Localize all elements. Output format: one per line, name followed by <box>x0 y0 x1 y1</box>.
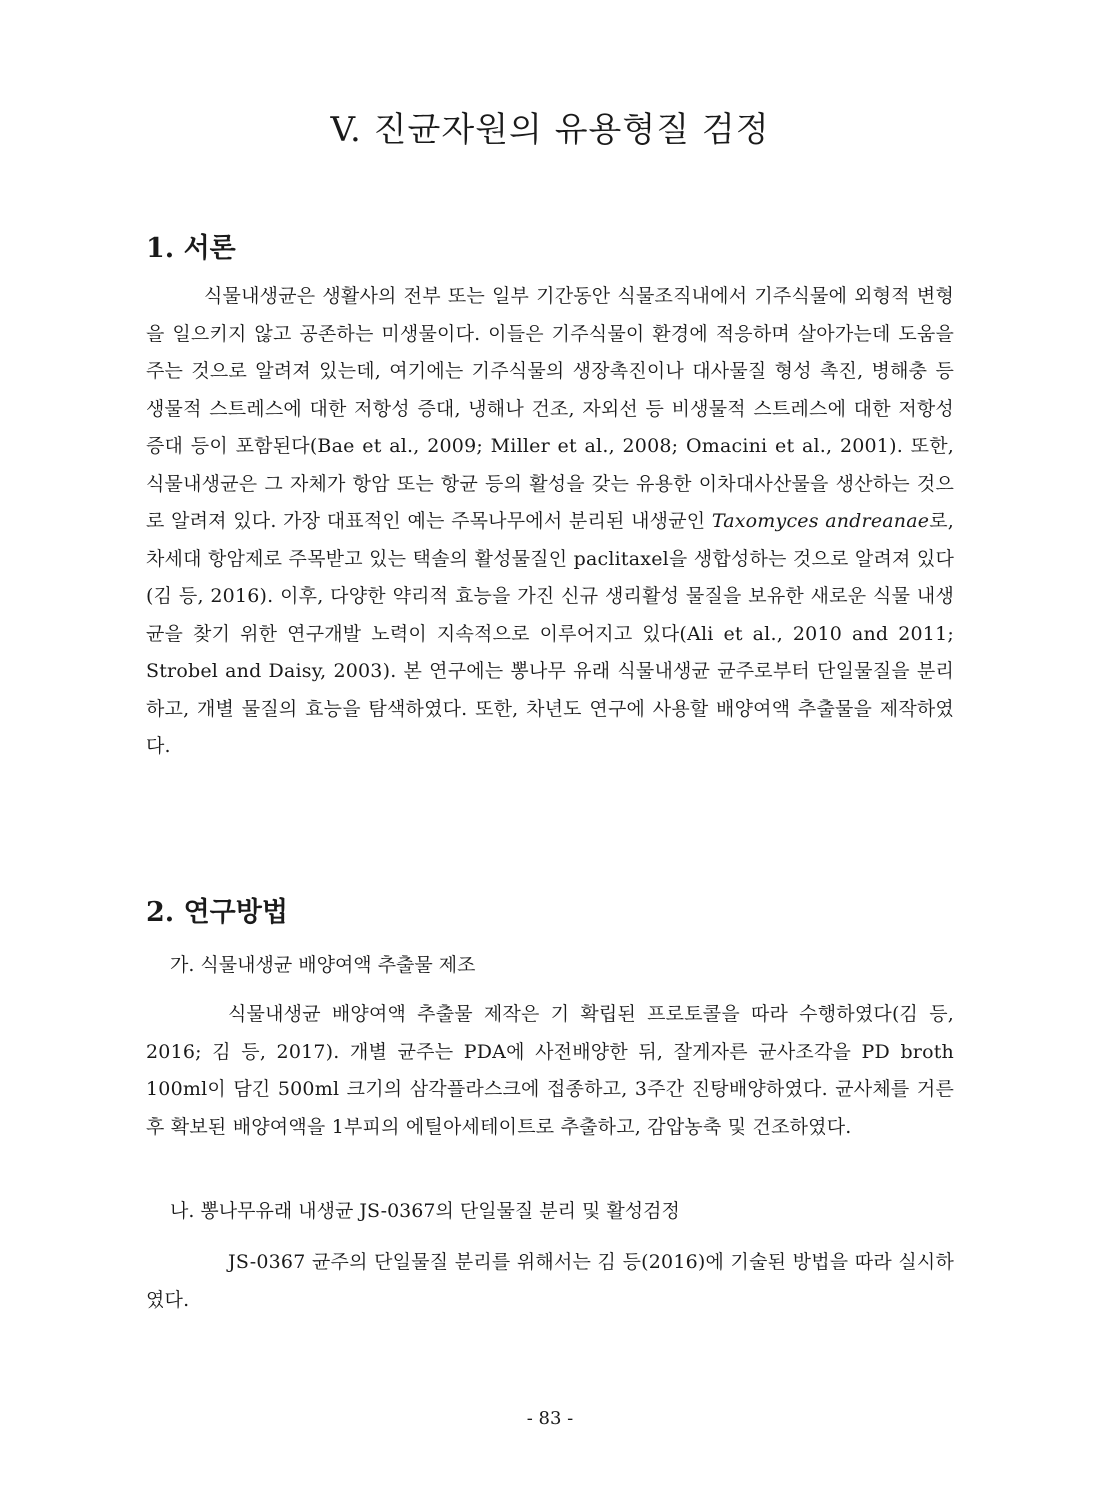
introduction-text-part1: 식물내생균은 생활사의 전부 또는 일부 기간동안 식물조직내에서 기주식물에 외형적 변형을 일으키지 않고 공존하는 미생물이다. 이들은 기주식물이 환경에 적응하며 살아가는데 도움을 주는 것으로 알려져 있는데, 여기에는 기주식물의 생장촉진이나 대사물질 형성 촉진, 병해충 등 생물적 스트레스에 대한 저항성 증대, 냉해나 건조, 자외선 등 비생물적 스트레스에 대한 저항성 증대 등이 포함된다(Bae et al., 2009; Miller et al., 2008; Omacini et al., 2001). 또한, 식물내생균은 그 자체가 항암 또는 항균 등의 활성을 갖는 유용한 이차대사산물을 생산하는 것으로 알려져 있다. 가장 대표적인 예는 주목나무에서 분리된 내생균인 <box>146 285 954 532</box>
extract-preparation-paragraph <box>146 996 954 1146</box>
introduction-paragraph <box>146 278 954 766</box>
subsection-heading-compound-isolation: 나. 뽕나무유래 내생균 JS-0367의 단일물질 분리 및 활성검정 <box>170 1200 680 1222</box>
species-name: Taxomyces andreanae <box>711 510 930 532</box>
compound-isolation-paragraph <box>146 1244 954 1319</box>
chapter-title: V. 진균자원의 유용형질 검정 <box>330 110 770 150</box>
compound-isolation-text: JS-0367 균주의 단일물질 분리를 위해서는 김 등(2016)에 기술된 방법을 따라 실시하였다. <box>146 1251 954 1311</box>
introduction-text-part2: 로, 차세대 항암제로 주목받고 있는 택솔의 활성물질인 paclitaxel을 생합성하는 것으로 알려져 있다(김 등, 2016). 이후, 다양한 약리적 효능을 가진 신규 생리활성 물질을 보유한 새로운 식물 내생균을 찾기 위한 연구개발 노력이 지속적으로 이루어지고 있다(Ali et al., 2010 and 2011; Strobel and Daisy, 2003). 본 연구에는 뽕나무 유래 식물내생균 균주로부터 단일물질을 분리하고, 개별 물질의 효능을 탐색하였다. 또한, 차년도 연구에 사용할 배양여액 추출물을 제작하였다. <box>146 510 954 757</box>
section-heading-methods: 2. 연구방법 <box>146 897 288 928</box>
section-heading-introduction: 1. 서론 <box>146 233 236 264</box>
extract-preparation-text: 식물내생균 배양여액 추출물 제작은 기 확립된 프로토콜을 따라 수행하였다(김 등, 2016; 김 등, 2017). 개별 균주는 PDA에 사전배양한 뒤, 잘게자른 균사조각을 PD broth 100ml이 담긴 500ml 크기의 삼각플라스크에 접종하고, 3주간 진탕배양하였다. 균사체를 거른 후 확보된 배양여액을 1부피의 에틸아세테이트로 추출하고, 감압농축 및 건조하였다. <box>146 1003 954 1138</box>
subsection-heading-extract-preparation: 가. 식물내생균 배양여액 추출물 제조 <box>170 954 476 976</box>
page-number: - 83 - <box>526 1408 574 1429</box>
